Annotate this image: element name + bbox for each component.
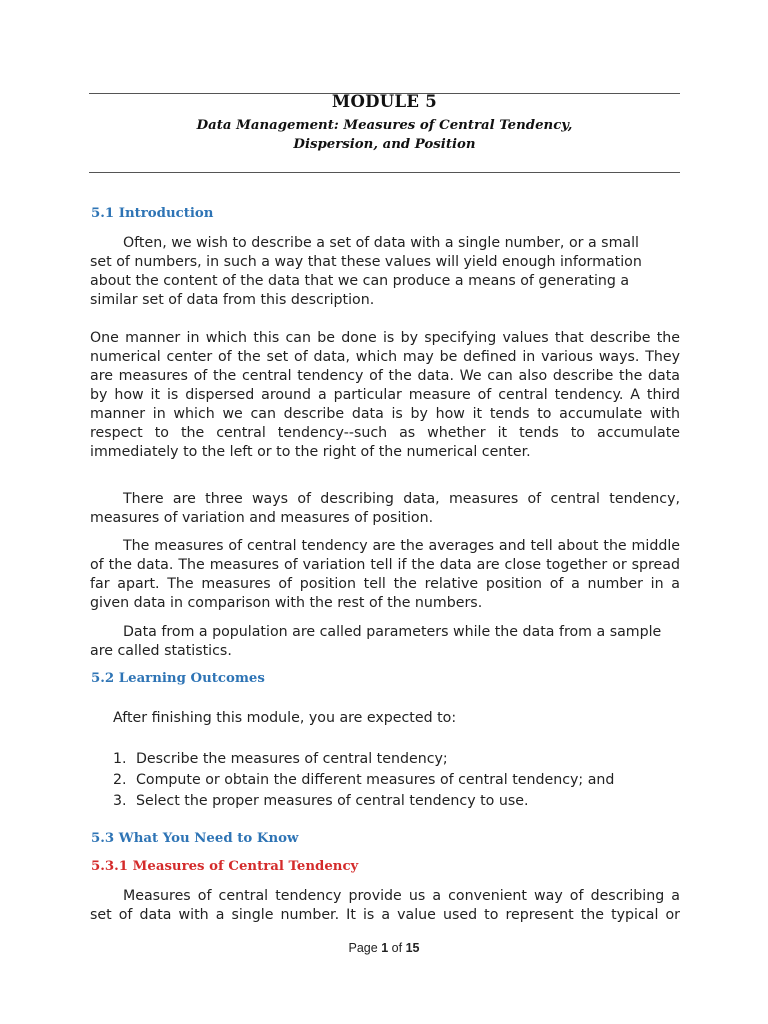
- list-number: 3.: [113, 793, 127, 809]
- central-tendency-paragraph: [90, 887, 680, 925]
- intro-paragraph-2: [90, 329, 680, 462]
- page-of-label: of: [391, 941, 403, 955]
- list-item-text: Describe the measures of central tendency;: [136, 751, 448, 767]
- text-line: similar set of data from this description.: [90, 292, 375, 308]
- page-footer: [0, 941, 768, 955]
- list-number: 2.: [113, 772, 127, 788]
- page-current-number: 1: [381, 941, 389, 955]
- header-bottom-rule: [89, 172, 680, 173]
- text-line: are called statistics.: [90, 643, 232, 659]
- text-line: Data from a population are called parameters while the data from a sample: [123, 624, 662, 640]
- list-item: [113, 749, 614, 770]
- text-line: far apart. The measures of position tell the relative position of a number in a: [90, 576, 680, 592]
- text-line: immediately to the left or to the right of the numerical center.: [90, 444, 531, 460]
- text-line: respect to the central tendency--such as whether it tends to accumulate: [90, 425, 680, 441]
- list-item-text: Select the proper measures of central tendency to use.: [136, 793, 529, 809]
- section-heading-introduction: 5.1 Introduction: [91, 206, 214, 221]
- text-line: set of data with a single number. It is a value used to represent the typical or: [90, 907, 680, 923]
- list-item-text: Compute or obtain the different measures of central tendency; and: [136, 772, 615, 788]
- text-line: of the data. The measures of variation tell if the data are close together or spread: [90, 557, 680, 573]
- text-line: One manner in which this can be done is by specifying values that describe the: [90, 330, 680, 346]
- list-item: [113, 791, 614, 812]
- text-line: set of numbers, in such a way that these values will yield enough information: [90, 254, 642, 270]
- text-line: by how it is dispersed around a particular measure of central tendency. A third: [90, 387, 680, 403]
- intro-paragraph-5: [90, 623, 680, 661]
- text-line: manner in which we can describe data is by how it tends to accumulate with: [90, 406, 680, 422]
- text-line: about the content of the data that we can produce a means of generating a: [90, 273, 630, 289]
- subsection-heading-central-tendency: 5.3.1 Measures of Central Tendency: [91, 859, 359, 874]
- intro-paragraph-3: [90, 490, 680, 528]
- page-label: Page: [348, 941, 378, 955]
- section-heading-what-you-need-to-know: 5.3 What You Need to Know: [91, 831, 299, 846]
- text-line: are measures of the central tendency of the data. We can also describe the data: [90, 368, 680, 384]
- module-title: MODULE 5: [331, 92, 438, 111]
- section-heading-learning-outcomes: 5.2 Learning Outcomes: [91, 671, 265, 686]
- text-line: numerical center of the set of data, which may be defined in various ways. They: [90, 349, 680, 365]
- outcomes-lead: [113, 709, 673, 728]
- text-line: There are three ways of describing data, measures of central tendency,: [123, 491, 680, 507]
- intro-paragraph-4: [90, 537, 680, 613]
- text-line: Often, we wish to describe a set of data with a single number, or a small: [123, 235, 639, 251]
- list-item: [113, 770, 614, 791]
- learning-outcomes-list: [113, 749, 614, 812]
- intro-paragraph-1: [90, 234, 680, 310]
- text-line: Measures of central tendency provide us a convenient way of describing a: [123, 888, 680, 904]
- text-line: After finishing this module, you are expected to:: [113, 710, 457, 726]
- text-line: given data in comparison with the rest of the numbers.: [90, 595, 483, 611]
- text-line: measures of variation and measures of position.: [90, 510, 434, 526]
- list-number: 1.: [113, 751, 127, 767]
- module-subtitle-line-2: Dispersion, and Position: [293, 137, 476, 152]
- page-total-number: 15: [405, 941, 420, 955]
- module-subtitle-line-1: Data Management: Measures of Central Tendency,: [196, 118, 573, 133]
- text-line: The measures of central tendency are the averages and tell about the middle: [123, 538, 680, 554]
